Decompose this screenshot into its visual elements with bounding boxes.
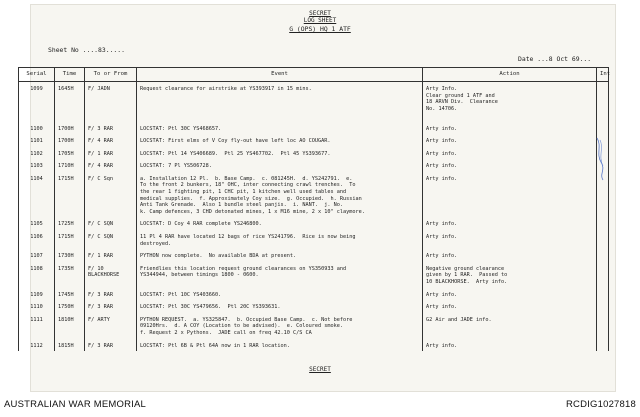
row-serial: 1103 bbox=[19, 159, 55, 172]
row-time: 1715H bbox=[55, 230, 85, 249]
row-action: Arty info. bbox=[423, 230, 597, 249]
col-int: Int bbox=[597, 68, 609, 82]
row-to-from: F/ C SQN bbox=[85, 217, 137, 230]
row-time: 1745H bbox=[55, 288, 85, 301]
row-action: Arty Info. Clear ground 1 ATF and 18 ARVN Div. Clearance No. 14706. bbox=[423, 82, 597, 122]
row-serial: 1102 bbox=[19, 147, 55, 160]
row-int bbox=[597, 313, 609, 339]
row-time: 1700H bbox=[55, 122, 85, 135]
row-time: 1725H bbox=[55, 217, 85, 230]
row-int bbox=[597, 122, 609, 135]
col-event: Event bbox=[137, 68, 423, 82]
row-action: Arty info. bbox=[423, 134, 597, 147]
row-serial: 1112 bbox=[19, 339, 55, 352]
row-event: LOCSTAT: Ptl 30C YS479656. Ptl 20C YS393631. bbox=[137, 300, 423, 313]
row-int bbox=[597, 82, 609, 122]
row-action: Arty info. bbox=[423, 159, 597, 172]
row-int bbox=[597, 339, 609, 352]
col-time: Time bbox=[55, 68, 85, 82]
sheet-number: Sheet No ....83..... bbox=[48, 46, 125, 54]
row-event: LOCSTAT: 7 Pl YS506728. bbox=[137, 159, 423, 172]
row-time: 1710H bbox=[55, 159, 85, 172]
row-int bbox=[597, 262, 609, 288]
row-event: LOCSTAT: D Coy 4 RAR complete YS246800. bbox=[137, 217, 423, 230]
row-time: 1810H bbox=[55, 313, 85, 339]
table-row bbox=[19, 159, 609, 172]
row-int bbox=[597, 288, 609, 301]
table-row bbox=[19, 249, 609, 262]
row-serial: 1110 bbox=[19, 300, 55, 313]
sheet-no-value: 83 bbox=[98, 46, 106, 54]
row-action: Arty info. bbox=[423, 172, 597, 218]
row-action: Negative ground clearance given by 1 RAR. Passed to 10 BLACKHORSE. Arty info. bbox=[423, 262, 597, 288]
table-row bbox=[19, 217, 609, 230]
row-event: LOCSTAT: Ptl 14 YS406689. Ptl 25 YS467702. Ptl 45 YS393677. bbox=[137, 147, 423, 160]
date-value: 8 Oct 69 bbox=[548, 55, 580, 63]
row-event: 11 Pl 4 RAR have located 12 bags of rice YS241796. Rice is now being destroyed. bbox=[137, 230, 423, 249]
row-action: Arty info. bbox=[423, 288, 597, 301]
row-to-from: F/ JADN bbox=[85, 82, 137, 122]
sheet-label: Sheet No bbox=[48, 46, 79, 54]
row-time: 1730H bbox=[55, 249, 85, 262]
date-field: Date ...8 Oct 69... bbox=[518, 55, 592, 63]
row-int bbox=[597, 217, 609, 230]
row-to-from: F/ 3 RAR bbox=[85, 288, 137, 301]
row-int bbox=[597, 300, 609, 313]
row-int bbox=[597, 230, 609, 249]
row-to-from: F/ 3 RAR bbox=[85, 300, 137, 313]
log-table bbox=[18, 67, 609, 351]
row-time: 1815H bbox=[55, 339, 85, 352]
row-time: 1700H bbox=[55, 134, 85, 147]
row-serial: 1108 bbox=[19, 262, 55, 288]
row-to-from: F/ C Sqn bbox=[85, 172, 137, 218]
row-event: PYTHON now complete. No available BDA at present. bbox=[137, 249, 423, 262]
table-row bbox=[19, 262, 609, 288]
classification-footer: SECRET bbox=[309, 366, 331, 373]
col-serial: Serial bbox=[19, 68, 55, 82]
row-time: 1735H bbox=[55, 262, 85, 288]
row-serial: 1099 bbox=[19, 82, 55, 122]
row-action: Arty info. bbox=[423, 217, 597, 230]
row-to-from: F/ 3 RAR bbox=[85, 122, 137, 135]
row-event: LOCSTAT: Ptl 10C YS403660. bbox=[137, 288, 423, 301]
row-serial: 1100 bbox=[19, 122, 55, 135]
table-row bbox=[19, 339, 609, 352]
row-time: 1750H bbox=[55, 300, 85, 313]
pen-mark-icon bbox=[594, 136, 608, 182]
archive-caption-right: RCDIG1027818 bbox=[566, 399, 636, 410]
table-row bbox=[19, 172, 609, 218]
table-row bbox=[19, 230, 609, 249]
table-row bbox=[19, 147, 609, 160]
row-event: a. Installation 12 Pl. b. Base Camp. c. 081245H. d. YS242791. e. To the front 2 bunkers, 18" OHC, inter connecting crawl trenches. To the rear 1 fighting pit, 1 CHC pit, 1 kitchen well used tables and medical supplies. f. Approximately Coy size. g. Occupied. h. Russian Anti Tank Grenade. Also 1 bundle steel panjis. i. NANT. j. No. k. Camp defences, 3 CHD detonated mines, 1 x M16 mine, 2 x 10" claymore. bbox=[137, 172, 423, 218]
row-to-from: F/ 1 RAR bbox=[85, 147, 137, 160]
row-to-from: F/ ARTY bbox=[85, 313, 137, 339]
classification-header: SECRET bbox=[309, 10, 331, 17]
row-serial: 1104 bbox=[19, 172, 55, 218]
row-to-from: F/ C SQN bbox=[85, 230, 137, 249]
unit-heading: G (OPS) HQ 1 ATF bbox=[289, 25, 351, 33]
row-serial: 1109 bbox=[19, 288, 55, 301]
archive-caption-left: AUSTRALIAN WAR MEMORIAL bbox=[4, 399, 147, 410]
row-serial: 1107 bbox=[19, 249, 55, 262]
table-row bbox=[19, 122, 609, 135]
row-to-from: F/ 1 RAR bbox=[85, 249, 137, 262]
row-event: LOCSTAT: First elms of V Coy fly-out have left loc AO COUGAR. bbox=[137, 134, 423, 147]
row-time: 1715H bbox=[55, 172, 85, 218]
row-event: PYTHON REQUEST. a. YS325847. b. Occupied Base Camp. c. Not before 09120Hrs. d. A COY (Location to be advised). e. Coloured smoke. f. Request 2 x Pythons. JADE call on freq 42.10 C/S CA bbox=[137, 313, 423, 339]
table-row bbox=[19, 82, 609, 122]
table-header-row bbox=[19, 68, 609, 82]
table-row bbox=[19, 288, 609, 301]
row-event: Friendlies this location request ground clearances on YS350933 and YS344944, between timings 1800 - 0600. bbox=[137, 262, 423, 288]
row-event: LOCSTAT: Ptl 6B & Ptl 64A now in 1 RAR location. bbox=[137, 339, 423, 352]
sheet-title: LOG SHEET bbox=[303, 17, 337, 24]
row-to-from: F/ 4 RAR bbox=[85, 134, 137, 147]
table-row bbox=[19, 134, 609, 147]
row-event: Request clearance for airstrike at YS393917 in 15 mins. bbox=[137, 82, 423, 122]
table-row bbox=[19, 313, 609, 339]
row-action: Arty info. bbox=[423, 147, 597, 160]
col-action: Action bbox=[423, 68, 597, 82]
row-serial: 1111 bbox=[19, 313, 55, 339]
row-time: 1645H bbox=[55, 82, 85, 122]
col-to-from: To or From bbox=[85, 68, 137, 82]
row-serial: 1105 bbox=[19, 217, 55, 230]
row-time: 1705H bbox=[55, 147, 85, 160]
row-action: G2 Air and JADE info. bbox=[423, 313, 597, 339]
row-to-from: F/ 3 RAR bbox=[85, 339, 137, 352]
row-serial: 1106 bbox=[19, 230, 55, 249]
row-action: Arty info. bbox=[423, 300, 597, 313]
row-int bbox=[597, 249, 609, 262]
table-row bbox=[19, 300, 609, 313]
row-serial: 1101 bbox=[19, 134, 55, 147]
row-action: Arty info. bbox=[423, 339, 597, 352]
row-to-from: F/ 4 RAR bbox=[85, 159, 137, 172]
row-action: Arty info. bbox=[423, 249, 597, 262]
row-to-from: F/ 10 BLACKHORSE bbox=[85, 262, 137, 288]
row-event: LOCSTAT: Ptl 30C YS468657. bbox=[137, 122, 423, 135]
date-label: Date bbox=[518, 55, 534, 63]
row-action: Arty info. bbox=[423, 122, 597, 135]
